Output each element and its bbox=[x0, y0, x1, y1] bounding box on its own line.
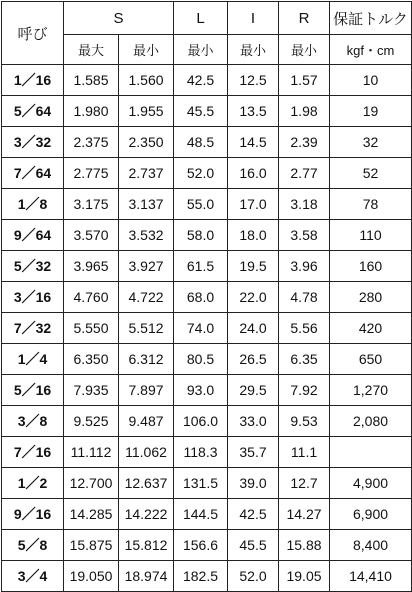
header-i-min: 最小 bbox=[228, 35, 279, 65]
cell-size: 1／2 bbox=[2, 468, 64, 499]
table-row bbox=[2, 344, 412, 375]
cell-torque bbox=[330, 437, 412, 468]
cell-s-max: 12.700 bbox=[64, 468, 119, 499]
cell-r: 3.18 bbox=[279, 189, 330, 220]
cell-r: 14.27 bbox=[279, 499, 330, 530]
cell-i: 19.5 bbox=[228, 251, 279, 282]
cell-l: 118.3 bbox=[174, 437, 228, 468]
cell-r: 1.57 bbox=[279, 65, 330, 96]
cell-i: 16.0 bbox=[228, 158, 279, 189]
cell-l: 131.5 bbox=[174, 468, 228, 499]
cell-torque: 14,410 bbox=[330, 561, 412, 592]
cell-s-max: 2.775 bbox=[64, 158, 119, 189]
cell-size: 3／32 bbox=[2, 127, 64, 158]
table-row bbox=[2, 530, 412, 561]
header-i: I bbox=[228, 2, 279, 35]
cell-torque: 6,900 bbox=[330, 499, 412, 530]
cell-l: 55.0 bbox=[174, 189, 228, 220]
cell-i: 13.5 bbox=[228, 96, 279, 127]
cell-s-max: 3.570 bbox=[64, 220, 119, 251]
cell-s-min: 14.222 bbox=[119, 499, 174, 530]
cell-size: 3／16 bbox=[2, 282, 64, 313]
cell-l: 68.0 bbox=[174, 282, 228, 313]
cell-s-min: 4.722 bbox=[119, 282, 174, 313]
cell-s-min: 1.560 bbox=[119, 65, 174, 96]
table-row bbox=[2, 499, 412, 530]
table-row bbox=[2, 220, 412, 251]
cell-l: 156.6 bbox=[174, 530, 228, 561]
cell-torque: 52 bbox=[330, 158, 412, 189]
table-body bbox=[2, 65, 412, 592]
cell-torque: 78 bbox=[330, 189, 412, 220]
cell-l: 42.5 bbox=[174, 65, 228, 96]
cell-s-min: 18.974 bbox=[119, 561, 174, 592]
cell-i: 24.0 bbox=[228, 313, 279, 344]
table-row bbox=[2, 282, 412, 313]
cell-l: 45.5 bbox=[174, 96, 228, 127]
cell-s-min: 2.737 bbox=[119, 158, 174, 189]
header-s: S bbox=[64, 2, 174, 35]
cell-i: 18.0 bbox=[228, 220, 279, 251]
cell-s-max: 6.350 bbox=[64, 344, 119, 375]
cell-s-max: 1.980 bbox=[64, 96, 119, 127]
cell-r: 6.35 bbox=[279, 344, 330, 375]
table-row bbox=[2, 251, 412, 282]
cell-size: 7／32 bbox=[2, 313, 64, 344]
cell-r: 2.77 bbox=[279, 158, 330, 189]
cell-r: 7.92 bbox=[279, 375, 330, 406]
header-torque: 保証トルク bbox=[330, 2, 412, 35]
cell-i: 52.0 bbox=[228, 561, 279, 592]
cell-s-min: 2.350 bbox=[119, 127, 174, 158]
cell-r: 2.39 bbox=[279, 127, 330, 158]
cell-s-min: 11.062 bbox=[119, 437, 174, 468]
cell-l: 61.5 bbox=[174, 251, 228, 282]
cell-size: 5／8 bbox=[2, 530, 64, 561]
table-row bbox=[2, 468, 412, 499]
cell-torque: 8,400 bbox=[330, 530, 412, 561]
cell-r: 15.88 bbox=[279, 530, 330, 561]
cell-size: 1／8 bbox=[2, 189, 64, 220]
table-row bbox=[2, 375, 412, 406]
cell-torque: 10 bbox=[330, 65, 412, 96]
cell-s-max: 7.935 bbox=[64, 375, 119, 406]
cell-s-max: 3.965 bbox=[64, 251, 119, 282]
header-s-max: 最大 bbox=[64, 35, 119, 65]
cell-size: 9／64 bbox=[2, 220, 64, 251]
cell-size: 1／16 bbox=[2, 65, 64, 96]
cell-l: 52.0 bbox=[174, 158, 228, 189]
table-header bbox=[2, 2, 412, 65]
table-row bbox=[2, 313, 412, 344]
cell-s-max: 11.112 bbox=[64, 437, 119, 468]
cell-torque: 280 bbox=[330, 282, 412, 313]
cell-i: 39.0 bbox=[228, 468, 279, 499]
cell-r: 12.7 bbox=[279, 468, 330, 499]
cell-s-min: 3.532 bbox=[119, 220, 174, 251]
table-row bbox=[2, 127, 412, 158]
cell-i: 12.5 bbox=[228, 65, 279, 96]
cell-size: 5／16 bbox=[2, 375, 64, 406]
cell-l: 93.0 bbox=[174, 375, 228, 406]
cell-r: 5.56 bbox=[279, 313, 330, 344]
cell-i: 17.0 bbox=[228, 189, 279, 220]
cell-torque: 19 bbox=[330, 96, 412, 127]
cell-l: 80.5 bbox=[174, 344, 228, 375]
cell-s-min: 12.637 bbox=[119, 468, 174, 499]
cell-size: 5／64 bbox=[2, 96, 64, 127]
spec-table bbox=[1, 1, 412, 592]
cell-size: 1／4 bbox=[2, 344, 64, 375]
header-s-min: 最小 bbox=[119, 35, 174, 65]
cell-s-max: 3.175 bbox=[64, 189, 119, 220]
cell-i: 45.5 bbox=[228, 530, 279, 561]
cell-size: 7／16 bbox=[2, 437, 64, 468]
cell-s-min: 7.897 bbox=[119, 375, 174, 406]
header-r: R bbox=[279, 2, 330, 35]
cell-size: 7／64 bbox=[2, 158, 64, 189]
cell-r: 9.53 bbox=[279, 406, 330, 437]
cell-i: 35.7 bbox=[228, 437, 279, 468]
cell-i: 42.5 bbox=[228, 499, 279, 530]
cell-l: 48.5 bbox=[174, 127, 228, 158]
cell-s-max: 1.585 bbox=[64, 65, 119, 96]
cell-i: 29.5 bbox=[228, 375, 279, 406]
cell-torque: 160 bbox=[330, 251, 412, 282]
cell-torque: 110 bbox=[330, 220, 412, 251]
cell-s-min: 15.812 bbox=[119, 530, 174, 561]
cell-torque: 2,080 bbox=[330, 406, 412, 437]
cell-l: 58.0 bbox=[174, 220, 228, 251]
cell-s-min: 3.137 bbox=[119, 189, 174, 220]
header-size: 呼び bbox=[2, 2, 64, 65]
cell-size: 3／8 bbox=[2, 406, 64, 437]
cell-l: 106.0 bbox=[174, 406, 228, 437]
cell-i: 22.0 bbox=[228, 282, 279, 313]
cell-r: 1.98 bbox=[279, 96, 330, 127]
table-row bbox=[2, 65, 412, 96]
cell-size: 9／16 bbox=[2, 499, 64, 530]
cell-torque: 420 bbox=[330, 313, 412, 344]
table-row bbox=[2, 437, 412, 468]
cell-s-max: 9.525 bbox=[64, 406, 119, 437]
cell-s-max: 5.550 bbox=[64, 313, 119, 344]
table-row bbox=[2, 406, 412, 437]
cell-torque: 1,270 bbox=[330, 375, 412, 406]
table-row bbox=[2, 189, 412, 220]
cell-size: 3／4 bbox=[2, 561, 64, 592]
table-row bbox=[2, 96, 412, 127]
cell-l: 182.5 bbox=[174, 561, 228, 592]
cell-r: 19.05 bbox=[279, 561, 330, 592]
cell-i: 33.0 bbox=[228, 406, 279, 437]
cell-s-max: 15.875 bbox=[64, 530, 119, 561]
table-row bbox=[2, 561, 412, 592]
cell-r: 11.1 bbox=[279, 437, 330, 468]
cell-s-min: 9.487 bbox=[119, 406, 174, 437]
cell-r: 3.58 bbox=[279, 220, 330, 251]
cell-i: 26.5 bbox=[228, 344, 279, 375]
header-r-min: 最小 bbox=[279, 35, 330, 65]
cell-r: 4.78 bbox=[279, 282, 330, 313]
cell-torque: 650 bbox=[330, 344, 412, 375]
header-l-min: 最小 bbox=[174, 35, 228, 65]
header-l: L bbox=[174, 2, 228, 35]
cell-s-min: 5.512 bbox=[119, 313, 174, 344]
cell-torque: 32 bbox=[330, 127, 412, 158]
cell-size: 5／32 bbox=[2, 251, 64, 282]
cell-s-min: 3.927 bbox=[119, 251, 174, 282]
cell-r: 3.96 bbox=[279, 251, 330, 282]
cell-s-max: 14.285 bbox=[64, 499, 119, 530]
cell-l: 144.5 bbox=[174, 499, 228, 530]
cell-s-max: 19.050 bbox=[64, 561, 119, 592]
cell-s-max: 2.375 bbox=[64, 127, 119, 158]
table-row bbox=[2, 158, 412, 189]
cell-s-max: 4.760 bbox=[64, 282, 119, 313]
cell-torque: 4,900 bbox=[330, 468, 412, 499]
header-torque-unit: kgf・cm bbox=[330, 35, 412, 65]
cell-i: 14.5 bbox=[228, 127, 279, 158]
cell-l: 74.0 bbox=[174, 313, 228, 344]
cell-s-min: 1.955 bbox=[119, 96, 174, 127]
cell-s-min: 6.312 bbox=[119, 344, 174, 375]
